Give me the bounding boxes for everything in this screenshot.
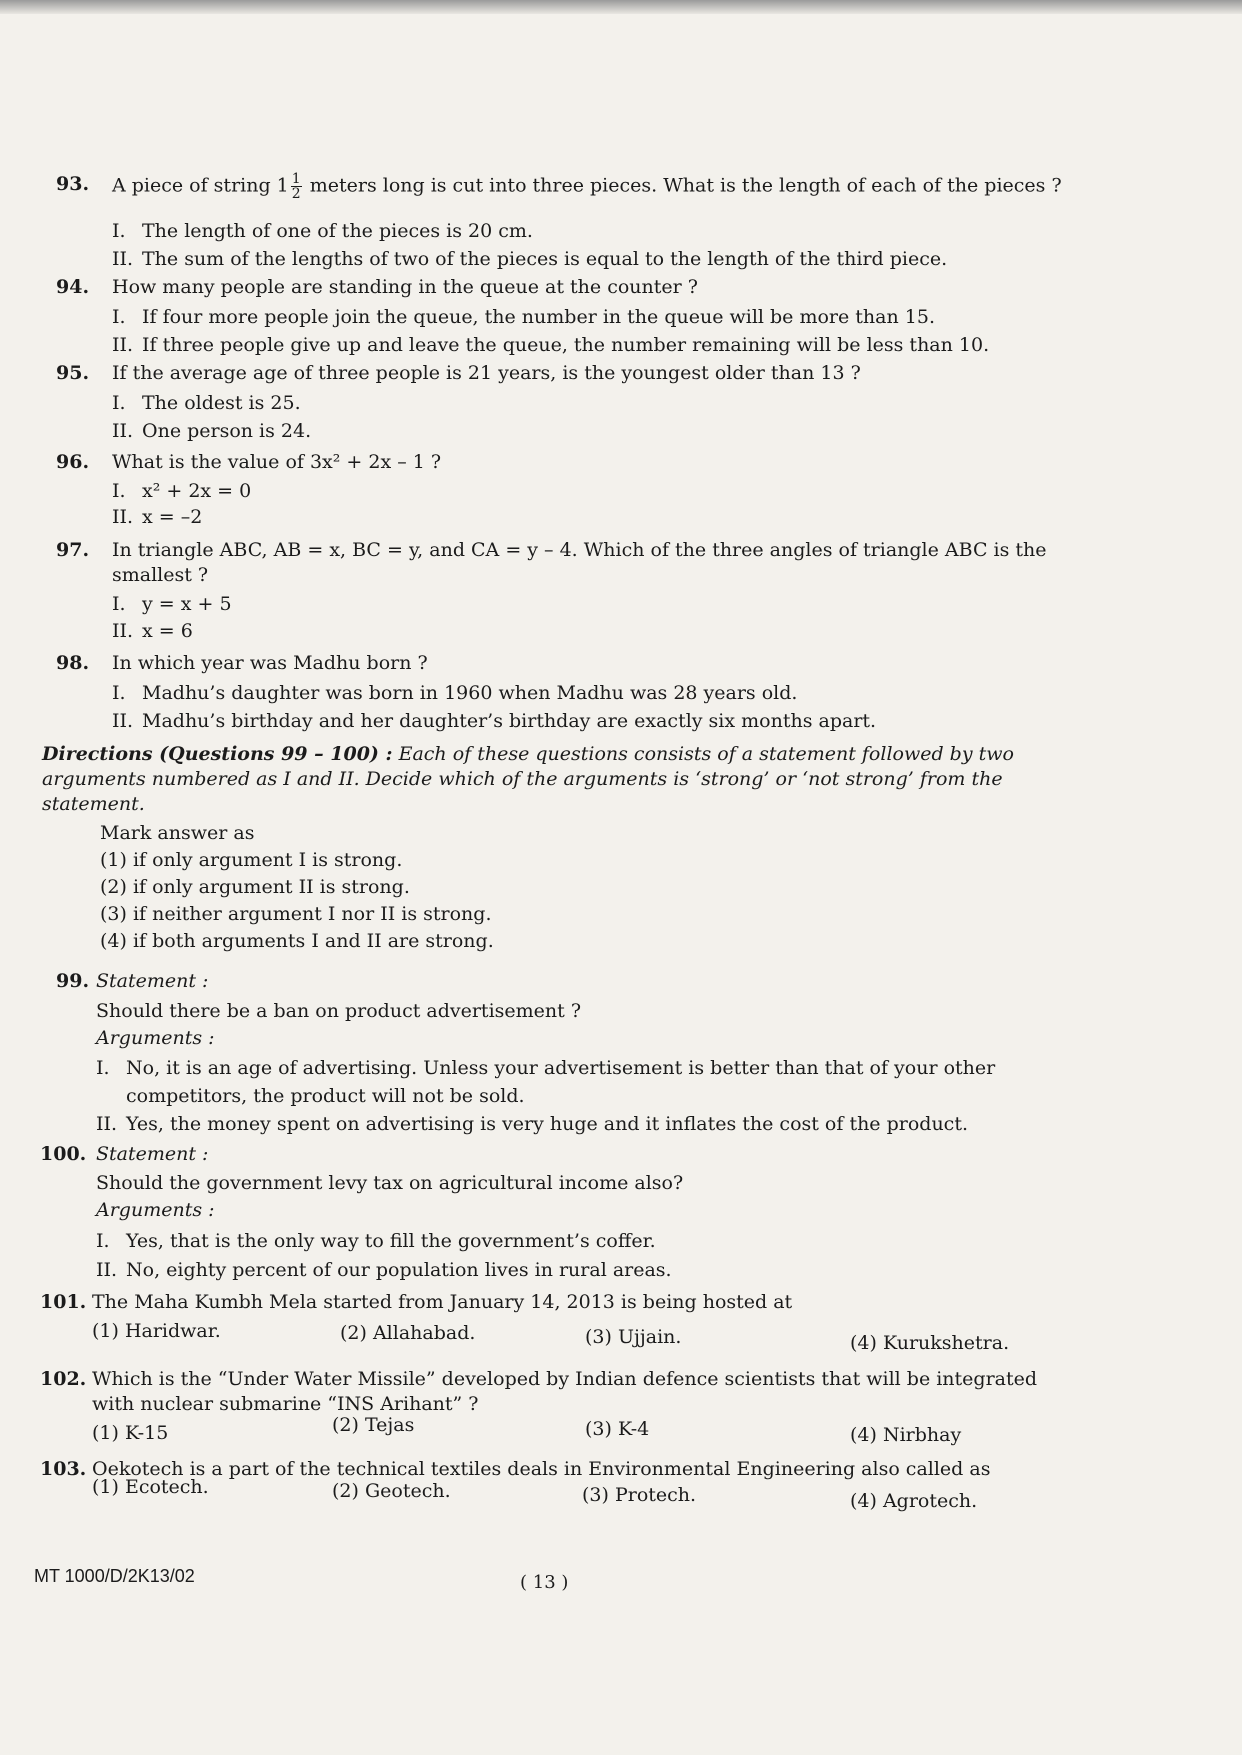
statement-text: If four more people join the queue, the number in the queue will be more than 15. bbox=[142, 306, 935, 328]
answer-key-option-2: (2) if only argument II is strong. bbox=[100, 876, 410, 898]
option-1: (1) K-15 bbox=[92, 1422, 169, 1444]
option-2: (2) Geotech. bbox=[332, 1480, 451, 1502]
argument-ii bbox=[96, 1259, 672, 1281]
statement-numeral: I. bbox=[112, 593, 126, 615]
statement-numeral: II. bbox=[112, 248, 134, 270]
answer-key-option-4: (4) if both arguments I and II are strong. bbox=[100, 930, 494, 952]
statement-text: x = 6 bbox=[142, 620, 193, 642]
statement-numeral: II. bbox=[112, 620, 134, 642]
question-text-continued: with nuclear submarine “INS Arihant” ? bbox=[92, 1393, 479, 1415]
question-number: 97. bbox=[56, 539, 90, 561]
question-text-end: meters long is cut into three pieces. What is the length of each of the pieces ? bbox=[303, 174, 1062, 197]
question-number: 94. bbox=[56, 276, 90, 298]
statement-i bbox=[112, 220, 533, 242]
statement-text: y = x + 5 bbox=[142, 593, 232, 615]
directions-block bbox=[42, 742, 1072, 817]
arguments-label: Arguments : bbox=[96, 1027, 215, 1049]
question-number: 99. bbox=[56, 970, 90, 992]
statement-label: Statement : bbox=[96, 1143, 209, 1165]
question-text bbox=[112, 172, 1062, 201]
statement-numeral: II. bbox=[112, 420, 134, 442]
question-text: Oekotech is a part of the technical textiles deals in Environmental Engineering also called as bbox=[92, 1458, 991, 1480]
statement-numeral: II. bbox=[112, 506, 134, 528]
option-3: (3) Protech. bbox=[582, 1484, 697, 1506]
statement-ii bbox=[112, 334, 989, 356]
page-number: ( 13 ) bbox=[520, 1572, 569, 1593]
option-3: (3) Ujjain. bbox=[585, 1326, 682, 1348]
argument-ii bbox=[96, 1113, 968, 1135]
fraction bbox=[291, 172, 302, 201]
statement-text: If three people give up and leave the queue, the number remaining will be less than 10. bbox=[142, 334, 990, 356]
argument-numeral: II. bbox=[96, 1259, 118, 1281]
question-text-continued: smallest ? bbox=[112, 564, 209, 586]
paper-code: MT 1000/D/2K13/02 bbox=[34, 1566, 195, 1586]
question-number: 102. bbox=[40, 1368, 87, 1390]
statement-i bbox=[112, 306, 935, 328]
argument-text: No, it is an age of advertising. Unless your advertisement is better than that of your other bbox=[126, 1057, 996, 1079]
statement-text: Madhu’s daughter was born in 1960 when Madhu was 28 years old. bbox=[142, 682, 798, 704]
statement-text: x² + 2x = 0 bbox=[142, 480, 252, 502]
statement-numeral: I. bbox=[112, 392, 126, 414]
statement-ii bbox=[112, 506, 202, 528]
argument-text: Yes, the money spent on advertising is very huge and it inflates the cost of the product. bbox=[126, 1113, 968, 1135]
statement-ii bbox=[112, 620, 193, 642]
question-number: 101. bbox=[40, 1291, 87, 1313]
question-number: 93. bbox=[56, 173, 90, 195]
option-4: (4) Nirbhay bbox=[850, 1424, 962, 1446]
option-1: (1) Ecotech. bbox=[92, 1476, 209, 1498]
question-number: 96. bbox=[56, 451, 90, 473]
option-2: (2) Allahabad. bbox=[340, 1322, 476, 1344]
answer-key-option-3: (3) if neither argument I nor II is strong. bbox=[100, 903, 492, 925]
argument-i bbox=[96, 1057, 995, 1079]
option-4: (4) Kurukshetra. bbox=[850, 1332, 1010, 1354]
statement-text: Should the government levy tax on agricultural income also? bbox=[96, 1172, 684, 1194]
statement-numeral: II. bbox=[112, 710, 134, 732]
question-text: The Maha Kumbh Mela started from January 14, 2013 is being hosted at bbox=[92, 1291, 793, 1313]
question-number: 103. bbox=[40, 1458, 87, 1480]
statement-i bbox=[112, 392, 301, 414]
statement-i bbox=[112, 593, 232, 615]
question-number: 98. bbox=[56, 652, 90, 674]
fraction-numerator: 1 bbox=[291, 171, 301, 187]
question-text: In which year was Madhu born ? bbox=[112, 652, 428, 674]
statement-numeral: I. bbox=[112, 682, 126, 704]
statement-ii bbox=[112, 710, 876, 732]
argument-i bbox=[96, 1230, 656, 1252]
statement-label: Statement : bbox=[96, 970, 209, 992]
statement-ii bbox=[112, 248, 947, 270]
statement-numeral: I. bbox=[112, 220, 126, 242]
argument-numeral: II. bbox=[96, 1113, 118, 1135]
argument-text: No, eighty percent of our population lives in rural areas. bbox=[126, 1259, 672, 1281]
statement-text: One person is 24. bbox=[142, 420, 312, 442]
mark-answer-label: Mark answer as bbox=[100, 822, 255, 844]
argument-text: Yes, that is the only way to fill the government’s coffer. bbox=[126, 1230, 656, 1252]
argument-i-continued: competitors, the product will not be sold. bbox=[126, 1085, 525, 1107]
question-text: How many people are standing in the queue at the counter ? bbox=[112, 276, 698, 298]
question-text: What is the value of 3x² + 2x – 1 ? bbox=[112, 451, 442, 473]
statement-text: The oldest is 25. bbox=[142, 392, 301, 414]
statement-i bbox=[112, 682, 797, 704]
statement-text: Should there be a ban on product advertisement ? bbox=[96, 1000, 582, 1022]
answer-key-option-1: (1) if only argument I is strong. bbox=[100, 849, 403, 871]
option-3: (3) K-4 bbox=[585, 1418, 650, 1440]
question-number: 100. bbox=[40, 1143, 87, 1165]
fraction-denominator: 2 bbox=[291, 186, 301, 202]
statement-text: Madhu’s birthday and her daughter’s birthday are exactly six months apart. bbox=[142, 710, 877, 732]
option-4: (4) Agrotech. bbox=[850, 1490, 978, 1512]
statement-i bbox=[112, 480, 251, 502]
directions-text: Each of these questions consists of a statement followed by two arguments numbered as I and II. Decide which of the arguments is ‘strong’ or ‘not strong’ from the statement. bbox=[42, 743, 1014, 815]
argument-numeral: I. bbox=[96, 1057, 110, 1079]
question-text-start: A piece of string 1 bbox=[112, 174, 289, 197]
directions-heading: Directions (Questions 99 – 100) : bbox=[42, 743, 393, 765]
argument-numeral: I. bbox=[96, 1230, 110, 1252]
question-text: Which is the “Under Water Missile” developed by Indian defence scientists that will be integrated bbox=[92, 1368, 1038, 1390]
question-text: In triangle ABC, AB = x, BC = y, and CA = y – 4. Which of the three angles of triangle ABC is the bbox=[112, 539, 1047, 561]
question-number: 95. bbox=[56, 362, 90, 384]
question-text: If the average age of three people is 21 years, is the youngest older than 13 ? bbox=[112, 362, 861, 384]
statement-numeral: II. bbox=[112, 334, 134, 356]
statement-text: The length of one of the pieces is 20 cm. bbox=[142, 220, 533, 242]
statement-text: x = –2 bbox=[142, 506, 203, 528]
statement-ii bbox=[112, 420, 311, 442]
statement-numeral: I. bbox=[112, 306, 126, 328]
option-2: (2) Tejas bbox=[332, 1414, 415, 1436]
option-1: (1) Haridwar. bbox=[92, 1320, 221, 1342]
statement-text: The sum of the lengths of two of the pieces is equal to the length of the third piece. bbox=[142, 248, 948, 270]
statement-numeral: I. bbox=[112, 480, 126, 502]
arguments-label: Arguments : bbox=[96, 1199, 215, 1221]
